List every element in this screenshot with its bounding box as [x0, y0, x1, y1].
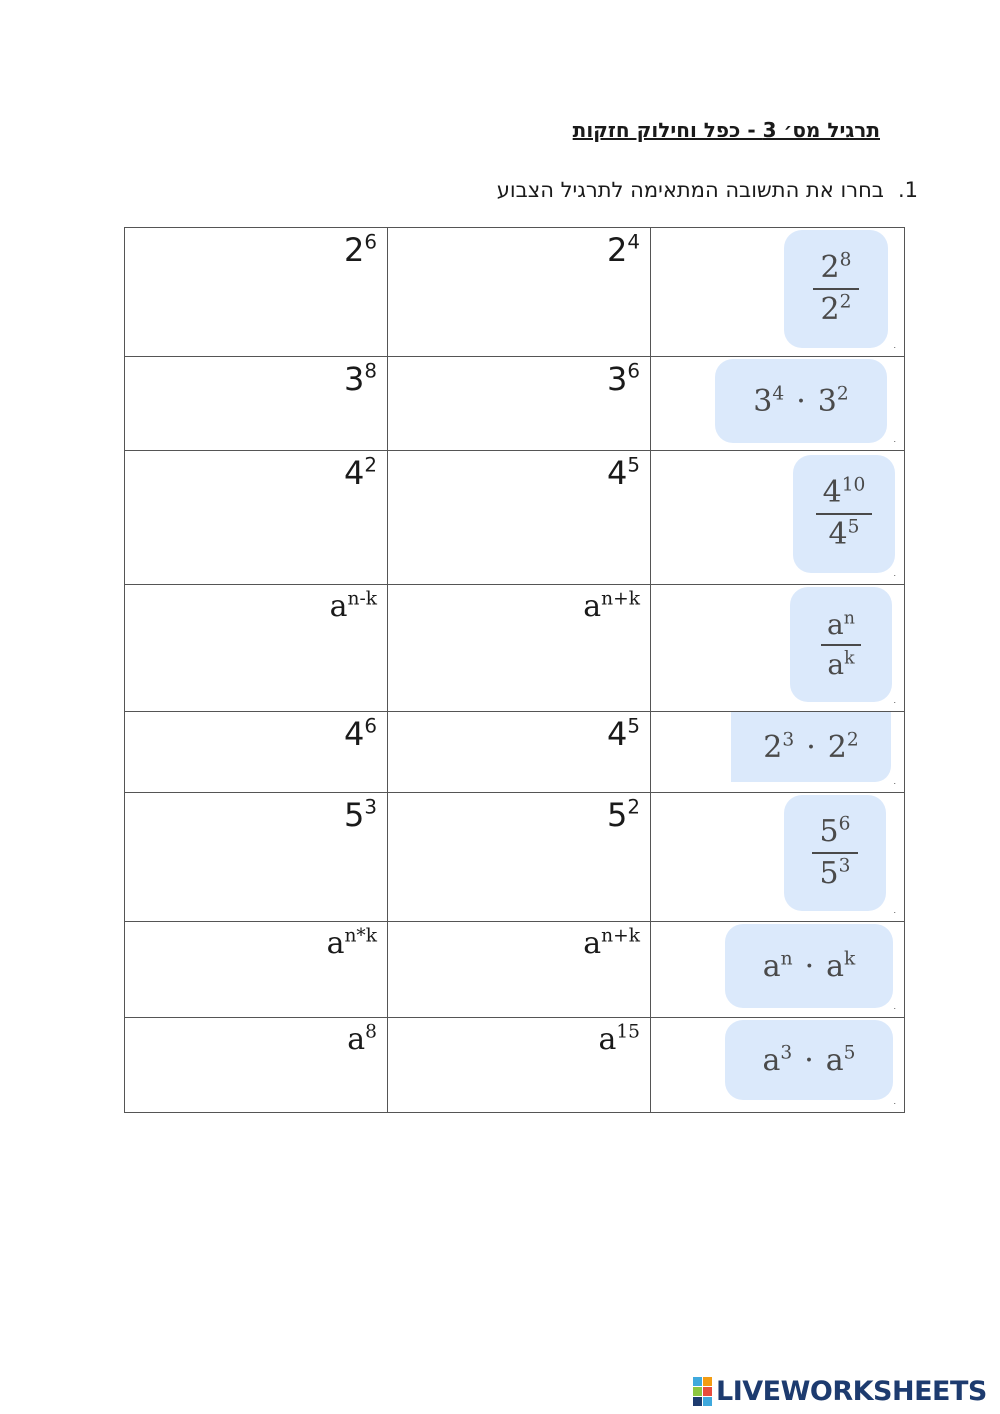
fraction	[821, 609, 861, 681]
tick-mark: .	[893, 777, 896, 786]
tick-mark: .	[893, 1002, 896, 1011]
exercise-highlight	[790, 587, 892, 702]
answer-option-b[interactable]	[125, 793, 388, 922]
answer-table	[124, 227, 905, 1113]
multiply-dot: ·	[804, 1042, 814, 1078]
answer-option-b[interactable]	[125, 922, 388, 1018]
answer-base: 3	[344, 360, 365, 398]
exercise-cell	[651, 793, 905, 922]
answer-exponent: 6	[364, 714, 377, 738]
answer-option-b[interactable]	[125, 712, 388, 793]
numerator-base: 2	[820, 250, 840, 285]
left-exponent: 3	[780, 1041, 793, 1063]
exercise-cell	[651, 585, 905, 712]
table-row	[125, 712, 905, 793]
fraction-bar	[812, 852, 858, 854]
answer-base: 3	[607, 360, 628, 398]
answer-option-a[interactable]	[388, 1018, 651, 1113]
numerator-exponent: 6	[838, 813, 851, 835]
product	[763, 730, 858, 765]
table-row	[125, 451, 905, 585]
numerator-base: 4	[822, 475, 842, 510]
exercise-highlight	[784, 795, 886, 911]
answer-option-b[interactable]	[125, 228, 388, 357]
exercise-cell	[651, 922, 905, 1018]
product	[753, 384, 848, 419]
fraction-bar	[821, 644, 861, 646]
exercise-highlight	[731, 712, 891, 782]
tick-mark: .	[893, 906, 896, 915]
left-base: 3	[753, 383, 773, 419]
answer-option-a[interactable]	[388, 712, 651, 793]
right-base: 2	[827, 729, 847, 765]
multiply-dot: ·	[796, 383, 806, 419]
question-text: בחרו את התשובה המתאימה לתרגיל הצבוע	[496, 178, 884, 202]
answer-option-a[interactable]	[388, 585, 651, 712]
answer-base: a	[583, 589, 602, 624]
exercise-highlight	[725, 1020, 893, 1100]
fraction	[813, 251, 859, 327]
answer-exponent: n-k	[347, 588, 377, 610]
answer-exponent: 8	[364, 359, 377, 383]
denominator-base: 5	[819, 856, 839, 891]
table-row	[125, 585, 905, 712]
product	[762, 1043, 855, 1078]
exercise-cell	[651, 1018, 905, 1113]
answer-base: a	[347, 1022, 366, 1057]
left-exponent: 3	[782, 728, 795, 750]
exercise-highlight	[715, 359, 887, 443]
denominator-exponent: 5	[847, 516, 860, 538]
denominator-base: 4	[828, 517, 848, 552]
answer-base: a	[598, 1022, 617, 1057]
answer-exponent: 6	[364, 230, 377, 254]
answer-option-b[interactable]	[125, 357, 388, 451]
brand-name: LIVEWORKSHEETS	[716, 1376, 987, 1407]
answer-option-b[interactable]	[125, 585, 388, 712]
exercise-highlight	[793, 455, 895, 573]
answer-base: 4	[344, 715, 365, 753]
answer-base: 5	[344, 796, 365, 834]
right-exponent: 5	[843, 1041, 856, 1063]
multiply-dot: ·	[804, 948, 815, 984]
question-1	[497, 178, 918, 202]
left-exponent: n	[780, 947, 793, 969]
answer-option-a[interactable]	[388, 357, 651, 451]
liveworksheets-logo-icon	[693, 1377, 712, 1406]
answer-exponent: n+k	[601, 925, 640, 947]
fraction	[816, 476, 872, 552]
fraction-bar	[813, 288, 859, 290]
tick-mark: .	[893, 569, 896, 578]
answer-base: a	[583, 926, 602, 961]
tick-mark: .	[893, 435, 896, 444]
right-base: a	[825, 1042, 844, 1078]
answer-exponent: 15	[616, 1021, 640, 1043]
fraction-bar	[816, 513, 872, 515]
exercise-cell	[651, 228, 905, 357]
denominator-base: a	[827, 647, 845, 681]
left-base: 2	[763, 729, 783, 765]
answer-base: 4	[344, 454, 365, 492]
numerator-base: 5	[819, 814, 839, 849]
answer-exponent: n+k	[601, 588, 640, 610]
exercise-highlight	[784, 230, 888, 348]
exercise-cell	[651, 451, 905, 585]
product	[763, 949, 856, 984]
numerator-exponent: 8	[839, 249, 852, 271]
answer-exponent: 2	[364, 453, 377, 477]
answer-base: 2	[607, 231, 628, 269]
answer-option-a[interactable]	[388, 451, 651, 585]
question-number: .1	[897, 178, 918, 202]
right-base: a	[826, 948, 845, 984]
right-base: 3	[817, 383, 837, 419]
tick-mark: .	[893, 696, 896, 705]
numerator-exponent: 10	[841, 474, 866, 496]
denominator-exponent: k	[844, 647, 855, 668]
right-exponent: 2	[836, 382, 849, 404]
answer-base: a	[326, 926, 345, 961]
answer-option-b[interactable]	[125, 1018, 388, 1113]
exercise-cell	[651, 712, 905, 793]
multiply-dot: ·	[806, 729, 816, 765]
left-exponent: 4	[772, 382, 785, 404]
exercise-highlight	[725, 924, 893, 1008]
left-base: a	[762, 948, 781, 984]
answer-exponent: n*k	[344, 925, 377, 947]
answer-base: a	[329, 589, 348, 624]
numerator-exponent: n	[843, 607, 855, 628]
answer-option-b[interactable]	[125, 451, 388, 585]
right-exponent: 2	[846, 728, 859, 750]
table-row	[125, 228, 905, 357]
table-row	[125, 357, 905, 451]
answer-option-a[interactable]	[388, 793, 651, 922]
fraction	[812, 815, 858, 891]
answer-exponent: 5	[627, 453, 640, 477]
answer-option-a[interactable]	[388, 228, 651, 357]
answer-base: 4	[607, 454, 628, 492]
answer-exponent: 8	[365, 1021, 377, 1043]
answer-exponent: 5	[627, 714, 640, 738]
denominator-exponent: 3	[838, 855, 851, 877]
answer-option-a[interactable]	[388, 922, 651, 1018]
denominator-exponent: 2	[839, 291, 852, 313]
right-exponent: k	[844, 947, 856, 969]
tick-mark: .	[893, 341, 896, 350]
tick-mark: .	[893, 1097, 896, 1106]
answer-exponent: 4	[627, 230, 640, 254]
answer-base: 5	[607, 796, 628, 834]
answer-exponent: 3	[364, 795, 377, 819]
worksheet-title: תרגיל מס׳ 3 - כפל וחילוק חזקות	[572, 118, 880, 142]
answer-base: 4	[607, 715, 628, 753]
table-row	[125, 1018, 905, 1113]
answer-base: 2	[344, 231, 365, 269]
exercise-cell	[651, 357, 905, 451]
left-base: a	[762, 1042, 781, 1078]
numerator-base: a	[827, 607, 844, 641]
denominator-base: 2	[820, 292, 840, 327]
liveworksheets-brand[interactable]	[693, 1376, 987, 1407]
table-row	[125, 793, 905, 922]
table-row	[125, 922, 905, 1018]
answer-exponent: 2	[627, 795, 640, 819]
answer-exponent: 6	[627, 359, 640, 383]
